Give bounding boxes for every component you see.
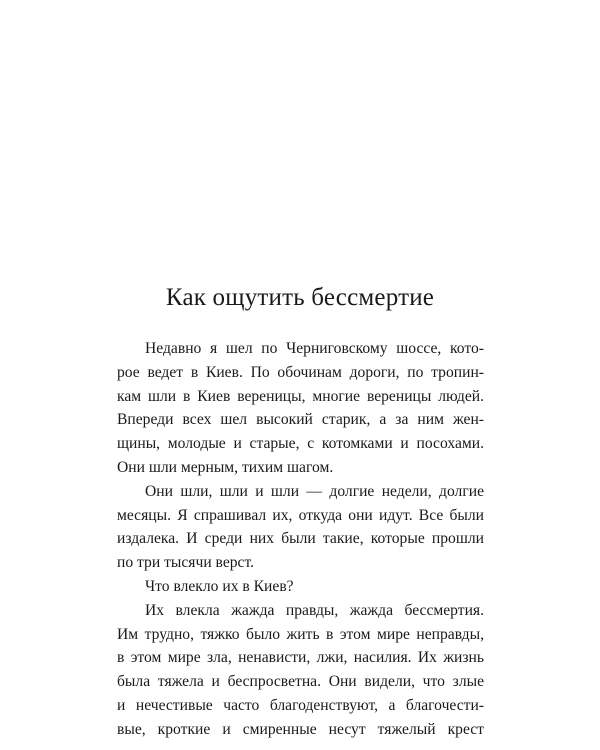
text-line-17: вые, кроткие и смиренные несут тяжелый крест — [117, 720, 484, 738]
text-line-10: по три тысячи верст. — [117, 554, 255, 572]
text-line-9: издалека. И среди них были такие, которые прошли — [117, 530, 484, 548]
text-line-4: Впереди всех шел высокий старик, а за ним жен- — [117, 411, 484, 429]
text-line-14: в этом мире зла, ненависти, лжи, насилия. Их жизнь — [117, 649, 484, 667]
chapter-body — [117, 337, 484, 742]
text-line-15: была тяжела и беспросветна. Они видели, что злые — [117, 673, 484, 691]
chapter-title: Как ощутить бессмертие — [165, 284, 435, 311]
text-line-13: Им трудно, тяжко было жить в этом мире неправды, — [117, 625, 484, 643]
text-line-11: Что влекло их в Киев? — [145, 577, 294, 595]
text-line-2: рое ведет в Киев. По обочинам дороги, по тропин- — [117, 363, 484, 381]
text-line-8: месяцы. Я спрашивал их, откуда они идут. Все были — [117, 506, 484, 524]
text-line-7: Они шли, шли и шли — долгие недели, долгие — [145, 482, 484, 500]
text-line-3: кам шли в Киев вереницы, многие вереницы людей. — [117, 387, 484, 405]
text-line-1: Недавно я шел по Черниговскому шоссе, кото- — [145, 340, 484, 357]
text-line-5: щины, молодые и старые, с котомками и посохами. — [117, 435, 484, 453]
text-line-6: Они шли мерным, тихим шагом. — [117, 458, 334, 476]
text-line-12: Их влекла жажда правды, жажда бессмертия. — [145, 601, 484, 619]
text-line-16: и нечестивые часто благоденствуют, а благочести- — [117, 696, 484, 714]
